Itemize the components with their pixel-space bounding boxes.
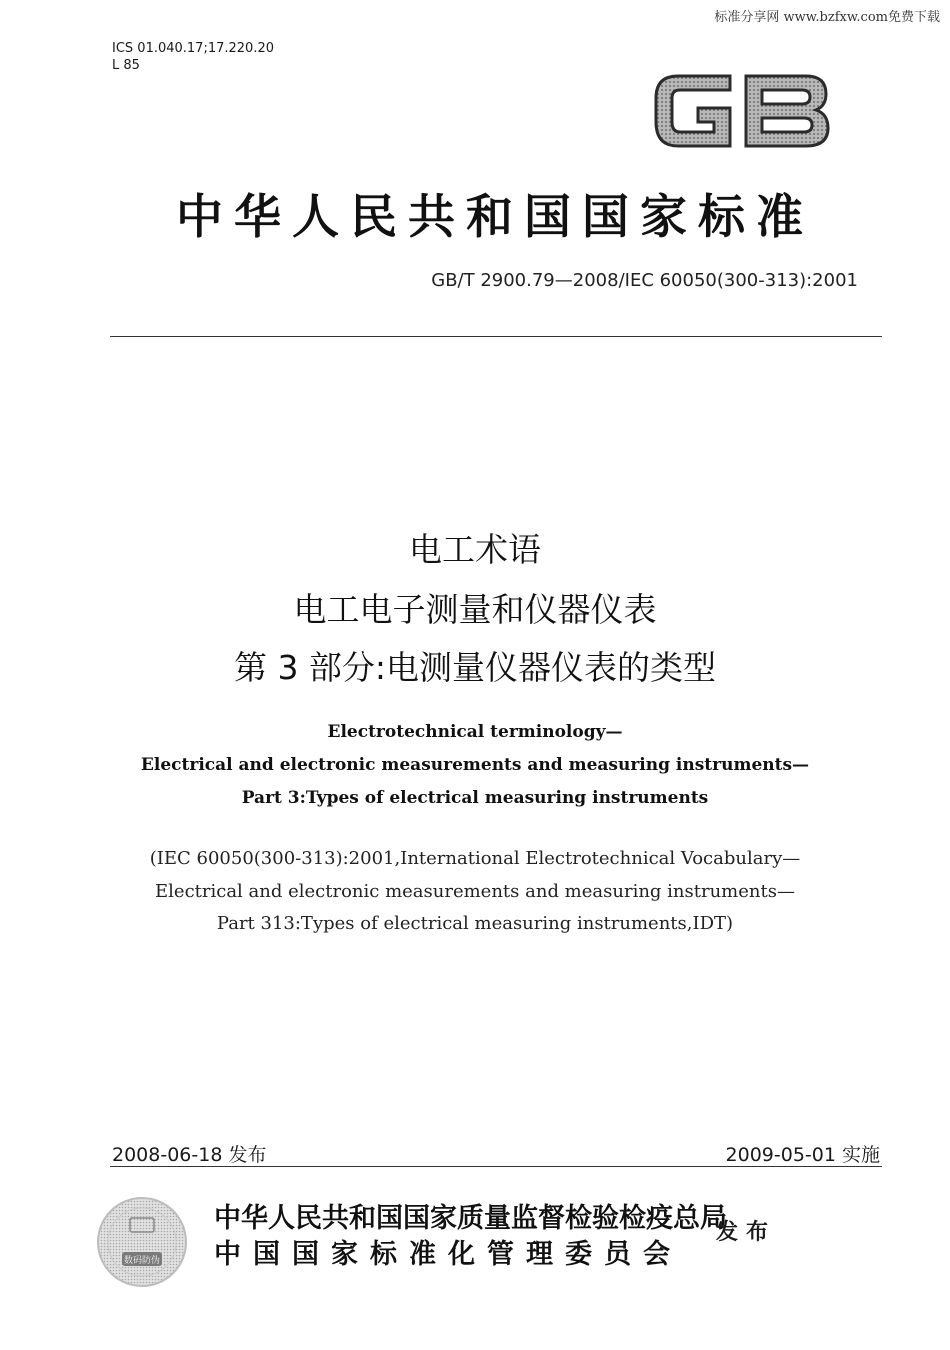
title-cn-line3: 第 3 部分:电测量仪器仪表的类型 (233, 648, 717, 687)
anti-counterfeit-seal-icon (94, 1194, 190, 1290)
ccs-code: L 85 (112, 58, 140, 73)
gb-logo-icon (648, 64, 834, 156)
publish-label: 发布 (716, 1219, 777, 1245)
issue-date: 2008-06-18 发布 (112, 1144, 267, 1166)
title-cn-line2: 电工电子测量和仪器仪表 (293, 590, 657, 629)
iec-reference-line1: (IEC 60050(300-313):2001,International Electrotechnical Vocabulary— (149, 848, 801, 869)
title-en-line3: Part 3:Types of electrical measuring instruments (241, 788, 709, 808)
title-cn-line1: 电工术语 (409, 530, 541, 569)
header-divider (110, 336, 882, 337)
issuer-line1: 中华人民共和国国家质量监督检验检疫总局 (214, 1203, 727, 1234)
ics-code: ICS 01.040.17;17.220.20 (112, 41, 274, 56)
national-standard-title: 中华人民共和国国家标准 (176, 190, 814, 245)
title-en-line1: Electrotechnical terminology— (327, 722, 623, 742)
ics-classification (112, 40, 274, 74)
iec-reference-line3: Part 313:Types of electrical measuring instruments,IDT) (216, 913, 734, 934)
standard-number: GB/T 2900.79—2008/IEC 60050(300-313):2001 (431, 270, 858, 291)
title-en-line2: Electrical and electronic measurements and measuring instruments— (140, 755, 810, 775)
watermark-text: 标准分享网 www.bzfxw.com免费下载 (714, 10, 940, 25)
seal-text: 数码防伪 (123, 1256, 161, 1266)
iec-reference-line2: Electrical and electronic measurements and measuring instruments— (155, 881, 795, 902)
implementation-date: 2009-05-01 实施 (725, 1144, 880, 1166)
footer-divider (110, 1166, 882, 1167)
issuer-line2: 中国国家标准化管理委员会 (214, 1239, 682, 1270)
